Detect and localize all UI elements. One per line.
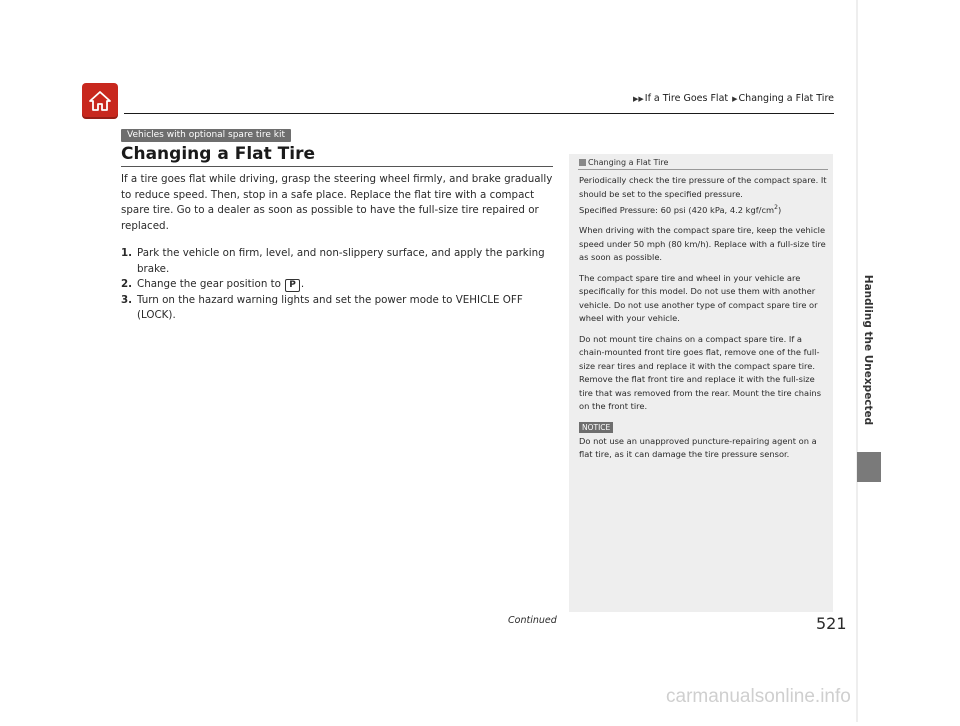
home-icon <box>88 89 112 113</box>
step-text: Turn on the hazard warning lights and set the power mode to VEHICLE OFF (LOCK). <box>137 293 523 321</box>
main-content <box>121 172 559 324</box>
reference-icon <box>579 159 586 166</box>
sidebar-paragraph: When driving with the compact spare tire, keep the vehicle speed under 50 mph (80 km/h). Replace with a full-size tire as soon as possible. <box>579 225 826 263</box>
continued-label: Continued <box>508 615 557 626</box>
step-item <box>121 277 559 293</box>
breadcrumb-item-1[interactable]: If a Tire Goes Flat <box>644 93 729 104</box>
chapter-marker <box>857 452 881 482</box>
sidebar-paragraph: Do not mount tire chains on a compact spare tire. If a chain-mounted front tire goes flat, remove one of the full-size rear tires and replace it with the compact spare tire. Remove the flat front tire and replace it with the full-size tire that was removed from the rear. Mount the tire chains on the front tire. <box>579 333 822 412</box>
step-text-end: . <box>300 278 305 290</box>
step-number: 2. <box>121 278 133 290</box>
pressure-unit-sup: 2 <box>774 204 778 211</box>
title-rule <box>121 166 553 167</box>
page-title: Changing a Flat Tire <box>121 144 316 164</box>
pressure-spec: Specified Pressure: 60 psi (420 kPa, 4.2 kgf/cm <box>579 204 775 215</box>
home-button[interactable] <box>82 83 118 119</box>
sidebar-rule <box>578 169 828 170</box>
header-rule <box>124 113 834 114</box>
gear-key-label: P <box>285 279 300 292</box>
step-text: Change the gear position to <box>137 278 281 290</box>
notice-text: Do not use an unapproved puncture-repairing agent on a flat tire, as it can damage the tire pressure sensor. <box>579 435 817 460</box>
breadcrumb-item-2[interactable]: Changing a Flat Tire <box>738 93 834 104</box>
sidebar-notes <box>569 154 833 612</box>
step-item <box>121 293 559 324</box>
sidebar-body <box>579 174 827 469</box>
sidebar-paragraph <box>579 174 827 217</box>
step-number: 1. <box>121 247 133 259</box>
step-number: 3. <box>121 293 133 306</box>
step-text: Park the vehicle on firm, level, and non-slippery surface, and apply the parking brake. <box>137 247 545 275</box>
chapter-label[interactable] <box>848 250 888 450</box>
page-number: 521 <box>816 614 847 633</box>
breadcrumb-arrow-icon: ▶▶ <box>632 95 644 103</box>
sidebar-heading-text: Changing a Flat Tire <box>588 158 669 167</box>
breadcrumb-arrow-icon: ▶ <box>732 95 738 103</box>
sidebar-paragraph: The compact spare tire and wheel in your vehicle are specifically for this model. Do not use them with another vehicle. Do not use another type of compact spare tire or wheel with your vehicle. <box>579 272 818 324</box>
sidebar-heading[interactable] <box>579 158 668 167</box>
notice-badge: NOTICE <box>579 422 613 433</box>
pressure-spec-end: ) <box>777 204 782 215</box>
breadcrumb <box>632 93 834 104</box>
pressure-note: Periodically check the tire pressure of the compact spare. It should be set to the specified pressure. <box>579 175 827 199</box>
watermark: carmanualsonline.info <box>666 686 851 707</box>
intro-paragraph: If a tire goes flat while driving, grasp the steering wheel firmly, and brake gradually to reduce speed. Then, stop in a safe place. Replace the flat tire with a compact spare tire. Go to a dealer as soon as possible to have the full-size tire repaired or replaced. <box>121 173 553 232</box>
model-badge: Vehicles with optional spare tire kit <box>121 129 291 142</box>
step-list <box>121 246 559 324</box>
chapter-label-text: Handling the Unexpected <box>862 274 874 426</box>
step-item <box>121 246 559 277</box>
